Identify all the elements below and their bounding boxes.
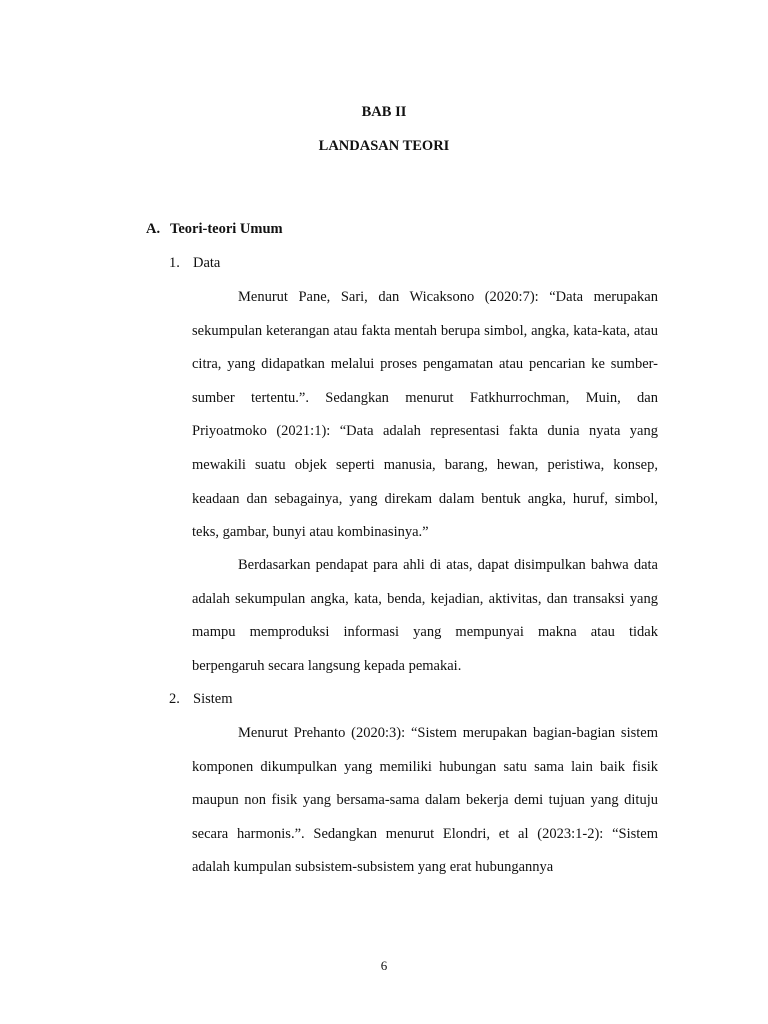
paragraph: Menurut Pane, Sari, dan Wicaksono (2020:7): “Data merupakan sekumpulan keterangan atau fakta mentah berupa simbol, angka, kata-kata, atau citra, yang didapatkan melalui proses pengamatan atau pencarian ke sumber-sumber tertentu.”. Sedangkan menurut Fatkhurrochman, Muin, dan Priyoatmoko (2021:1): “Data adalah representasi fakta dunia nyata yang mewakili suatu objek seperti manusia, barang, hewan, peristiwa, konsep, keadaan dan sebagainya, yang direkam dalam bentuk angka, huruf, simbol, teks, gambar, bunyi atau kombinasinya.” bbox=[192, 289, 658, 541]
item-marker: 2. bbox=[169, 691, 180, 707]
section-title: Teori-teori Umum bbox=[170, 221, 283, 237]
item-marker: 1. bbox=[169, 255, 180, 271]
page-number: 6 bbox=[380, 958, 388, 973]
item-title: Data bbox=[193, 255, 221, 271]
item-heading-data bbox=[169, 255, 220, 272]
item-heading-sistem bbox=[169, 691, 232, 708]
paragraph: Menurut Prehanto (2020:3): “Sistem merupakan bagian-bagian sistem komponen dikumpulkan yang memiliki hubungan satu sama lain baik fisik maupun non fisik yang bersama-sama dalam bekerja demi tujuan yang dituju secara harmonis.”. Sedangkan menurut Elondri, et al (2023:1-2): “Sistem adalah kumpulan subsistem-subsistem yang erat hubungannya bbox=[192, 725, 658, 876]
section-marker: A. bbox=[146, 221, 161, 237]
item-title: Sistem bbox=[193, 691, 233, 707]
paragraph: Berdasarkan pendapat para ahli di atas, dapat disimpulkan bahwa data adalah sekumpulan angka, kata, benda, kejadian, aktivitas, dan transaksi yang mampu memproduksi informasi yang mempunyai makna atau tidak berpengaruh secara langsung kepada pemakai. bbox=[192, 557, 658, 674]
chapter-label: BAB II bbox=[361, 104, 407, 120]
chapter-title: LANDASAN TEORI bbox=[318, 138, 450, 154]
section-heading bbox=[146, 221, 283, 238]
